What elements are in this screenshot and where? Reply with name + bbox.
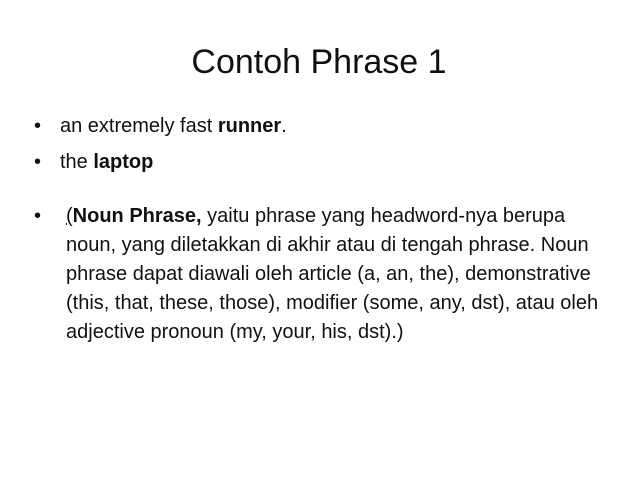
open-paren: ( xyxy=(66,205,73,227)
bullet-dot-icon: • xyxy=(34,115,42,137)
bullet-text-bold: runner xyxy=(217,115,282,137)
bullet-item xyxy=(34,202,614,347)
bullet-text xyxy=(60,151,153,173)
bullet-item xyxy=(34,112,614,140)
bullet-dot-icon: • xyxy=(34,205,42,227)
slide-title: Contoh Phrase 1 xyxy=(191,43,447,81)
bullet-text-plain: an extremely fast xyxy=(60,115,218,137)
bullet-item xyxy=(34,148,614,176)
bullet-text xyxy=(60,115,287,137)
noun-phrase-term: Noun Phrase, xyxy=(72,205,202,227)
bullet-dot-icon: • xyxy=(34,151,42,173)
bullet-text xyxy=(66,205,598,343)
bullet-list xyxy=(34,112,614,347)
bullet-text-plain: the xyxy=(60,151,94,173)
bullet-text-bold: laptop xyxy=(93,151,154,173)
definition-text: yaitu phrase yang headword-nya berupa noun, yang diletakkan di akhir atau di tengah phrase. Noun phrase dapat diawali oleh article (a, an, the), demonstrative (this, that, these, those), modifier (some, any, dst), atau oleh adjective pronoun (my, your, his, dst).) xyxy=(66,205,599,343)
bullet-text-plain: . xyxy=(281,115,287,137)
